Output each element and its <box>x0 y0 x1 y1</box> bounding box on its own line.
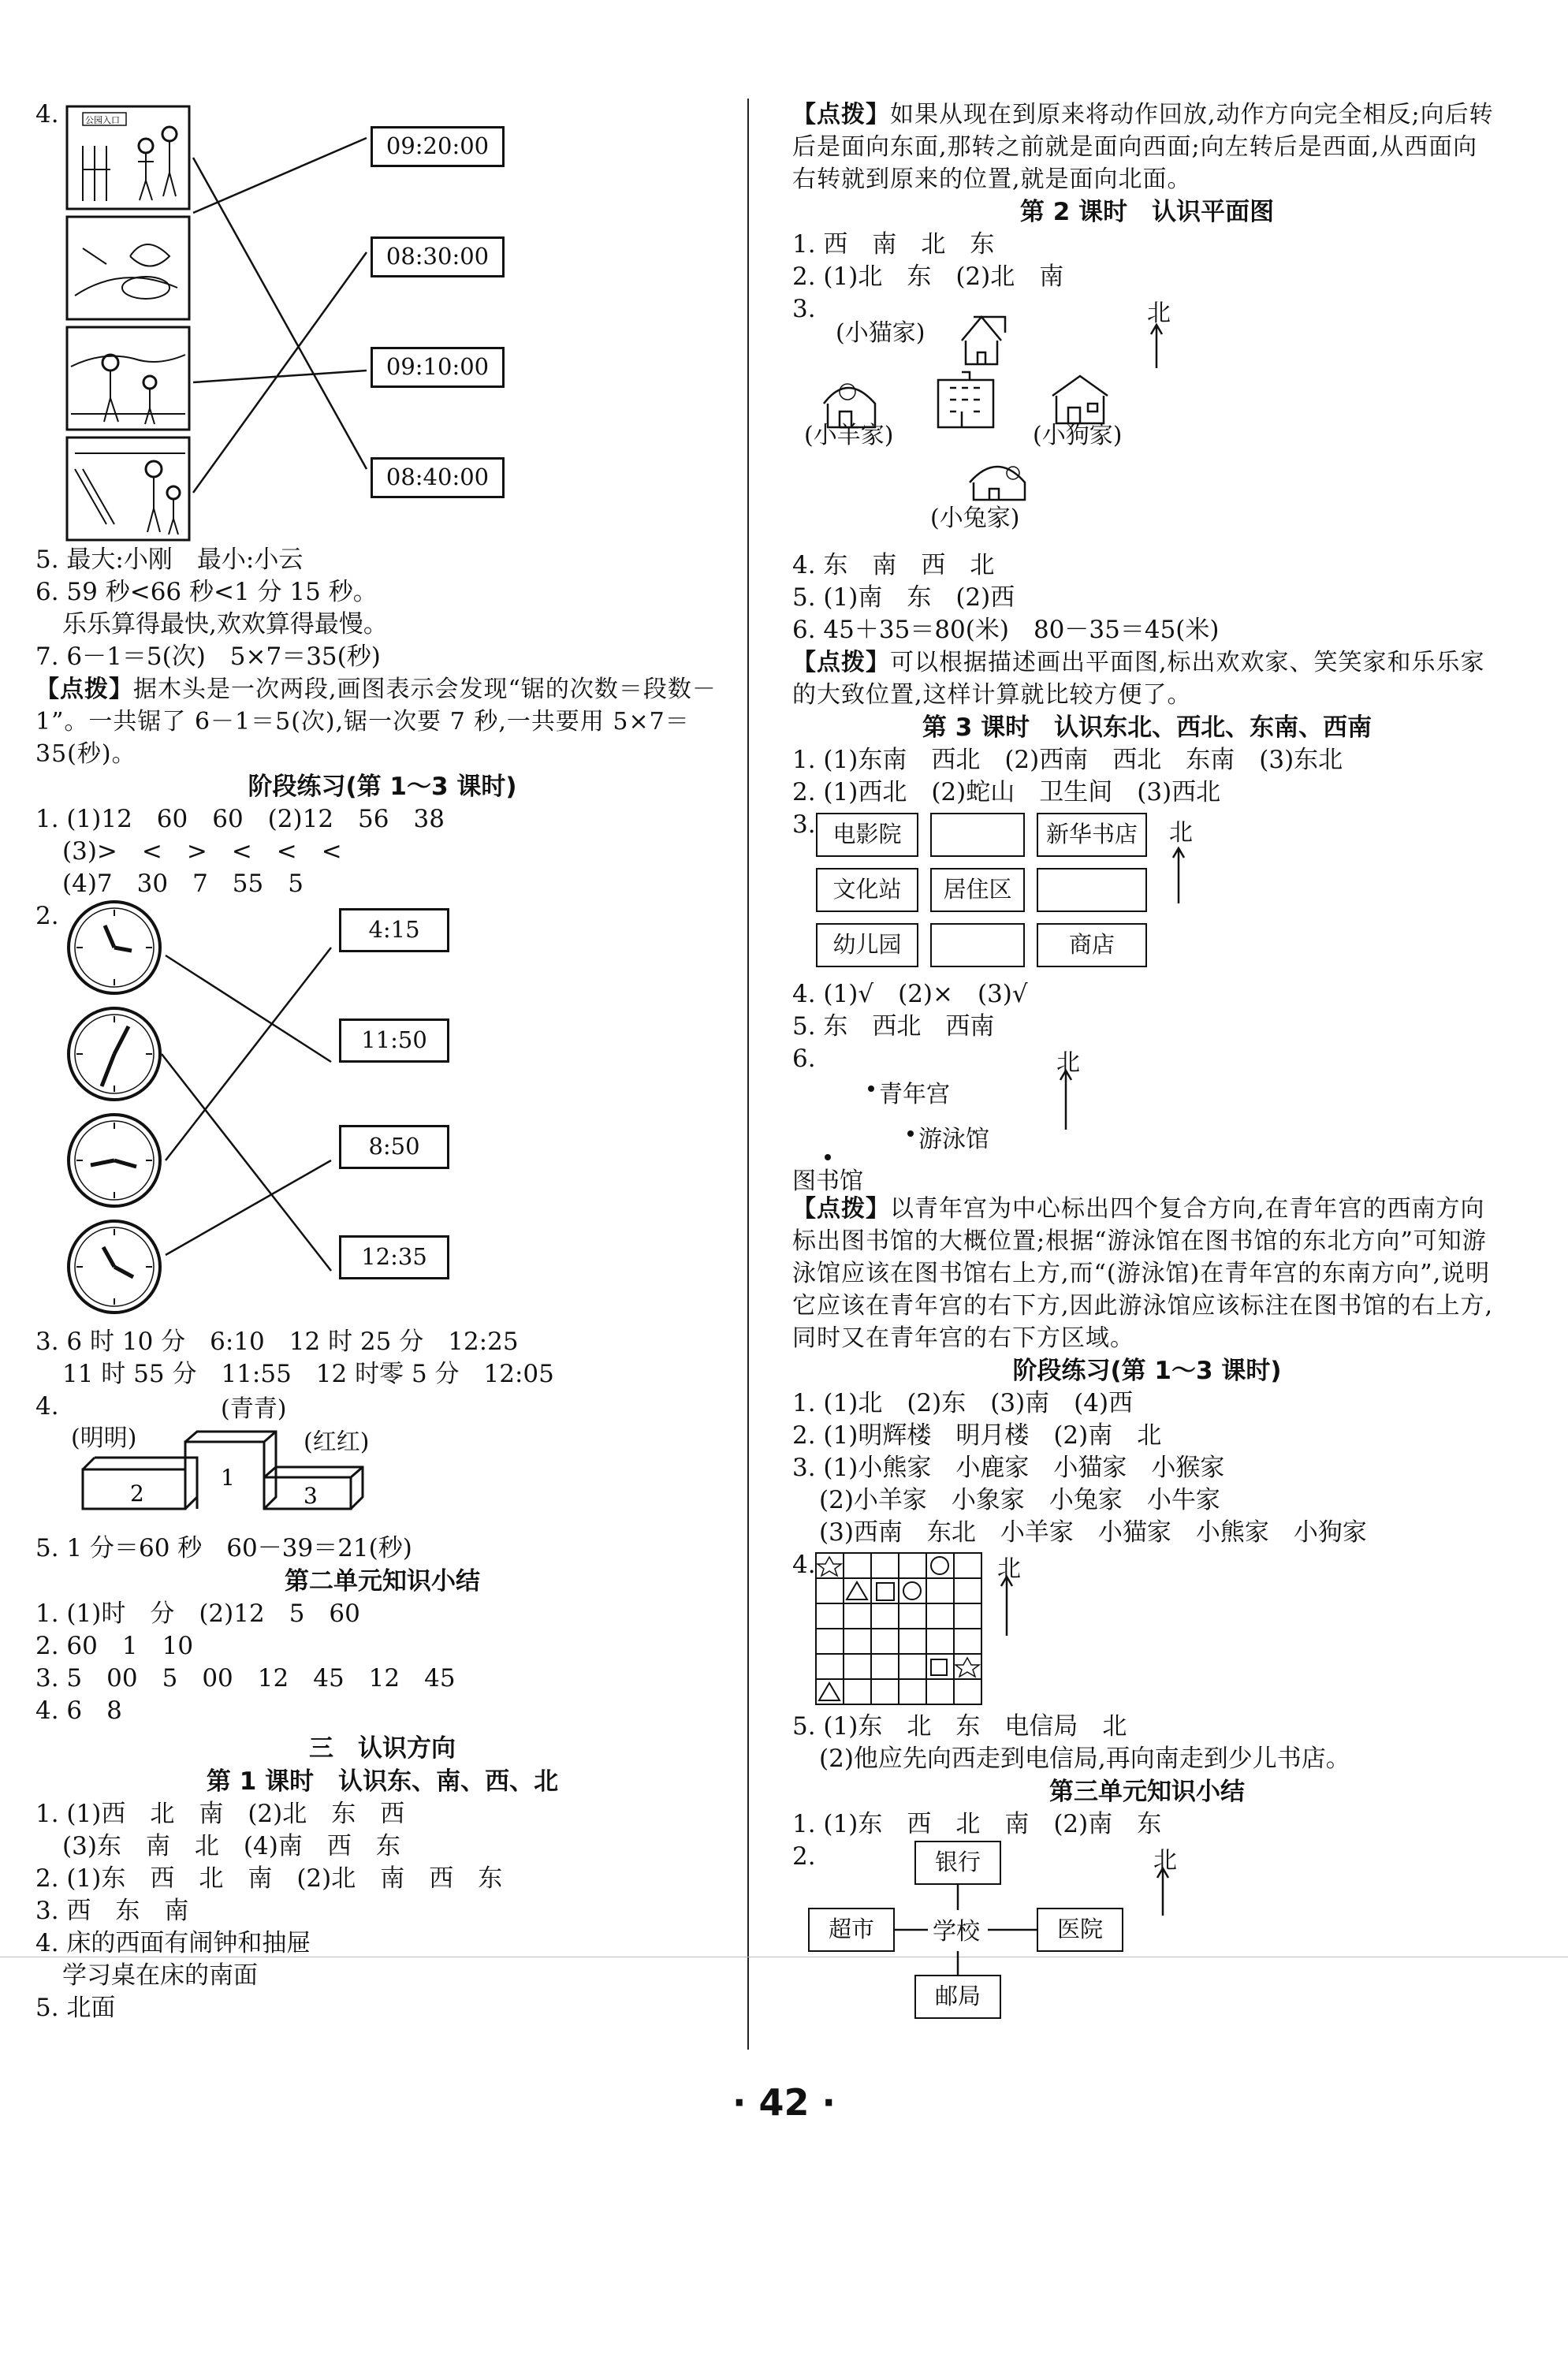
summary-q3: 3. 5 00 5 00 12 45 12 45 <box>35 1664 456 1693</box>
location-grid <box>792 809 1502 978</box>
unit2-summary-title: 第二单元知识小结 <box>285 1567 480 1596</box>
map-label-library: 图书馆 <box>792 1167 863 1195</box>
grid-cell-culture-station: 文化站 <box>816 868 918 912</box>
scene-playground <box>67 217 189 319</box>
map-box-hospital: 医院 <box>1037 1908 1123 1952</box>
stage-q4-number: 4. <box>35 1392 59 1421</box>
house-label-dog: (小狗家) <box>1033 422 1123 449</box>
houses-plan-map <box>792 293 1502 549</box>
clock-ticks <box>76 910 152 1305</box>
podium-number-2: 2 <box>130 1480 144 1506</box>
map6-svg <box>792 1043 1265 1193</box>
unit3-summary-q2-number: 2. <box>792 1842 816 1871</box>
lesson2-q4: 4. 东 南 西 北 <box>792 551 995 579</box>
north-arrow <box>1151 325 1162 368</box>
podium-third-name: (红红) <box>304 1428 370 1456</box>
lesson1-q4-line1: 4. 床的西面有闹钟和抽屉 <box>35 1929 311 1957</box>
unit3-title: 三 认识方向 <box>309 1734 456 1763</box>
stage-q5: 5. 1 分＝60 秒 60－39＝21(秒) <box>35 1534 412 1562</box>
lesson2-q3-number: 3. <box>792 295 816 323</box>
left-column <box>35 99 729 2024</box>
grid-cell-kindergarten: 幼儿园 <box>816 923 918 967</box>
stage-q2-number: 2. <box>35 902 59 930</box>
map-box-post-office: 邮局 <box>914 1975 1001 2019</box>
map-box-supermarket: 超市 <box>808 1908 895 1952</box>
sheep-house-icon <box>824 388 875 427</box>
q4-matching <box>35 99 729 544</box>
house-label-rabbit: (小兔家) <box>930 505 1020 532</box>
school-map-svg <box>792 1841 1265 2022</box>
stage-q3-line2: 11 时 55 分 11:55 12 时零 5 分 12:05 <box>62 1360 554 1388</box>
grid-cell-shop: 商店 <box>1037 923 1147 967</box>
tip-sawing <box>35 673 729 770</box>
star-shape-2 <box>955 1658 979 1677</box>
lesson1-q1-line2: (3)东 南 北 (4)南 西 东 <box>62 1832 400 1860</box>
north-arrow <box>1173 848 1184 903</box>
shape-grid <box>792 1549 1502 1711</box>
stage3-q5-line1: 5. (1)东 北 东 电信局 北 <box>792 1712 1127 1741</box>
houses-svg <box>792 293 1265 549</box>
unit3-summary-title: 第三单元知识小结 <box>1049 1778 1245 1806</box>
grid-cell-bookstore: 新华书店 <box>1037 813 1147 857</box>
stage3-q1: 1. (1)北 (2)东 (3)南 (4)西 <box>792 1389 1134 1417</box>
lesson3-q1: 1. (1)东南 西北 (2)西南 西北 东南 (3)东北 <box>792 746 1343 774</box>
north-arrow <box>1060 1071 1071 1130</box>
clock-time-box-2: 11:50 <box>339 1019 449 1063</box>
time-box-4: 08:40:00 <box>371 457 505 498</box>
stage-q3-line1: 3. 6 时 10 分 6:10 12 时 25 分 12:25 <box>35 1328 519 1356</box>
cat-house-icon <box>962 317 1005 364</box>
stage-q1-line2: (3)> < > < < < <box>62 837 342 866</box>
lesson2-q6: 6. 45＋35＝80(米) 80－35＝45(米) <box>792 616 1220 644</box>
map-label-swimming-pool: 游泳馆 <box>918 1126 989 1153</box>
clock-time-box-4: 12:35 <box>339 1235 449 1279</box>
lesson2-title: 第 2 课时 认识平面图 <box>1019 198 1275 226</box>
stage3-q3-line1: 3. (1)小熊家 小鹿家 小猫家 小猴家 <box>792 1454 1225 1482</box>
school-building-icon <box>938 372 993 427</box>
tip-label: 【点拨】 <box>792 1195 890 1223</box>
podium-number-3: 3 <box>304 1483 318 1509</box>
north-arrow <box>1157 1868 1168 1916</box>
triangle-shape <box>847 1582 867 1599</box>
house-label-sheep: (小羊家) <box>804 422 894 449</box>
swimming-pool-dot <box>907 1130 914 1137</box>
lesson3-q2: 2. (1)西北 (2)蛇山 卫生间 (3)西北 <box>792 778 1221 806</box>
lesson3-q5: 5. 东 西北 西南 <box>792 1012 995 1041</box>
lesson2-q1: 1. 西 南 北 东 <box>792 230 995 259</box>
lesson2-q2: 2. (1)北 东 (2)北 南 <box>792 263 1064 291</box>
stage3-q3-line2: (2)小羊家 小象家 小兔家 小牛家 <box>819 1486 1220 1514</box>
tip-plan <box>792 646 1502 711</box>
podium-number-1: 1 <box>221 1465 235 1491</box>
grid-cell-cinema: 电影院 <box>816 813 918 857</box>
map-label-school: 学校 <box>933 1918 980 1946</box>
north-arrow <box>1001 1577 1012 1636</box>
map-box-bank: 银行 <box>914 1841 1001 1885</box>
lesson2-q5: 5. (1)南 东 (2)西 <box>792 583 1015 612</box>
stage3-q4-number: 4. <box>792 1551 816 1579</box>
school-map <box>792 1841 1502 2022</box>
answer-q5: 5. 最大:小刚 最小:小云 <box>35 546 304 574</box>
answer-q6b: 乐乐算得最快,欢欢算得最慢。 <box>62 610 388 639</box>
right-column <box>792 99 1502 2022</box>
tip-turning <box>792 99 1502 196</box>
clock-matching <box>35 900 729 1326</box>
tip-library-map <box>792 1193 1502 1354</box>
circle-shape-2 <box>903 1582 921 1599</box>
answer-q6a: 6. 59 秒<66 秒<1 分 15 秒。 <box>35 578 378 606</box>
podium-second-name: (明明) <box>71 1424 137 1452</box>
summary-q2: 2. 60 1 10 <box>35 1632 194 1660</box>
triangle-shape-2 <box>819 1683 840 1700</box>
page-number: · 42 · <box>732 2081 836 2124</box>
stage3-q2: 2. (1)明辉楼 明月楼 (2)南 北 <box>792 1421 1162 1450</box>
tip-text: 以青年宫为中心标出四个复合方向,在青年宫的西南方向标出图书馆的大概位置;根据“游泳馆在图书馆的东北方向”可知游泳馆应该在图书馆右上方,而“(游泳馆)在青年宫的东南方向”,说明它应该在青年宫的右下方,因此游泳馆应该标注在图书馆的右上方,同时又在青年宫的右下方区域。 <box>792 1195 1494 1352</box>
unit3-summary-q1: 1. (1)东 西 北 南 (2)南 东 <box>792 1810 1162 1838</box>
time-box-1: 09:20:00 <box>371 126 505 167</box>
lesson3-q6-number: 6. <box>792 1045 816 1073</box>
tip-text: 可以根据描述画出平面图,标出欢欢家、笑笑家和乐乐家的大致位置,这样计算就比较方便了。 <box>792 649 1485 709</box>
rabbit-house-icon <box>970 467 1025 500</box>
lesson1-q5: 5. 北面 <box>35 1994 116 2022</box>
grid-cell-residential: 居住区 <box>930 868 1025 912</box>
podium-svg <box>35 1391 414 1532</box>
stage-q1-line1: 1. (1)12 60 60 (2)12 56 38 <box>35 805 445 833</box>
stage-q1-line3: (4)7 30 7 55 5 <box>62 870 304 898</box>
lesson3-q4: 4. (1)√ (2)× (3)√ <box>792 980 1028 1008</box>
clock-time-box-1: 4:15 <box>339 908 449 952</box>
north-label: 北 <box>1169 819 1193 847</box>
tip-text: 据木头是一次两段,画图表示会发现“锯的次数＝段数－1”。一共锯了 6－1＝5(次),锯一次要 7 秒,一共要用 5×7＝35(秒)。 <box>35 676 717 768</box>
stage-practice-title: 阶段练习(第 1～3 课时) <box>1012 1357 1282 1385</box>
lesson1-q1-line1: 1. (1)西 北 南 (2)北 东 西 <box>35 1800 405 1828</box>
q4-match-lines <box>193 138 367 493</box>
north-label: 北 <box>1153 1847 1177 1875</box>
time-box-2: 08:30:00 <box>371 236 505 277</box>
north-label: 北 <box>997 1555 1021 1583</box>
stage3-q3-line3: (3)西南 东北 小羊家 小猫家 小熊家 小狗家 <box>819 1518 1367 1547</box>
map-connector-lines <box>895 1885 1037 1975</box>
lesson1-q3: 3. 西 东 南 <box>35 1897 189 1925</box>
square-shape <box>931 1659 947 1675</box>
q4-number: 4. <box>35 100 59 128</box>
north-label: 北 <box>1147 300 1171 327</box>
north-label: 北 <box>1056 1049 1080 1077</box>
summary-q4: 4. 6 8 <box>35 1696 122 1725</box>
house-label-cat: (小猫家) <box>836 319 926 347</box>
square-shape-outline <box>877 1583 894 1600</box>
summary-q1: 1. (1)时 分 (2)12 5 60 <box>35 1599 360 1628</box>
lesson1-title: 第 1 课时 认识东、南、西、北 <box>206 1767 559 1796</box>
youth-palace-dot <box>868 1086 874 1092</box>
column-divider <box>747 99 749 2050</box>
lesson3-q3-number: 3. <box>792 810 816 839</box>
stage3-q5-line2: (2)他应先向西走到电信局,再向南走到少儿书店。 <box>819 1745 1350 1773</box>
stage-practice-title: 阶段练习(第 1～3 课时) <box>248 773 517 801</box>
library-map <box>792 1043 1502 1193</box>
star-shape <box>818 1557 841 1576</box>
tip-label: 【点拨】 <box>35 676 133 703</box>
answer-q7: 7. 6－1＝5(次) 5×7＝35(秒) <box>35 642 381 671</box>
dog-house-icon <box>1052 376 1108 423</box>
library-dot <box>825 1154 831 1160</box>
tip-text: 如果从现在到原来将动作回放,动作方向完全相反;向后转后是面向东面,那转之前就是面向西面;向左转后是西面,从西面向右转就到原来的位置,就是面向北面。 <box>792 101 1494 193</box>
lesson1-q2: 2. (1)东 西 北 南 (2)北 南 西 东 <box>35 1864 503 1893</box>
clock-match-lines <box>162 948 331 1271</box>
map-label-youth-palace: 青年宫 <box>879 1081 950 1108</box>
clock-time-box-3: 8:50 <box>339 1125 449 1169</box>
lesson1-q4-line2: 学习桌在床的南面 <box>62 1961 258 1990</box>
lesson3-title: 第 3 课时 认识东北、西北、东南、西南 <box>922 713 1372 742</box>
scene-sign-text: 公园入口 <box>85 115 120 125</box>
north-arrow-svg <box>792 809 1265 978</box>
tip-label: 【点拨】 <box>792 101 890 128</box>
podium-first-name: (青青) <box>221 1395 287 1423</box>
shape-grid-svg <box>792 1549 1265 1711</box>
time-box-3: 09:10:00 <box>371 347 505 388</box>
podium-figure <box>35 1391 729 1532</box>
circle-shape <box>931 1557 948 1574</box>
tip-label: 【点拨】 <box>792 649 890 676</box>
